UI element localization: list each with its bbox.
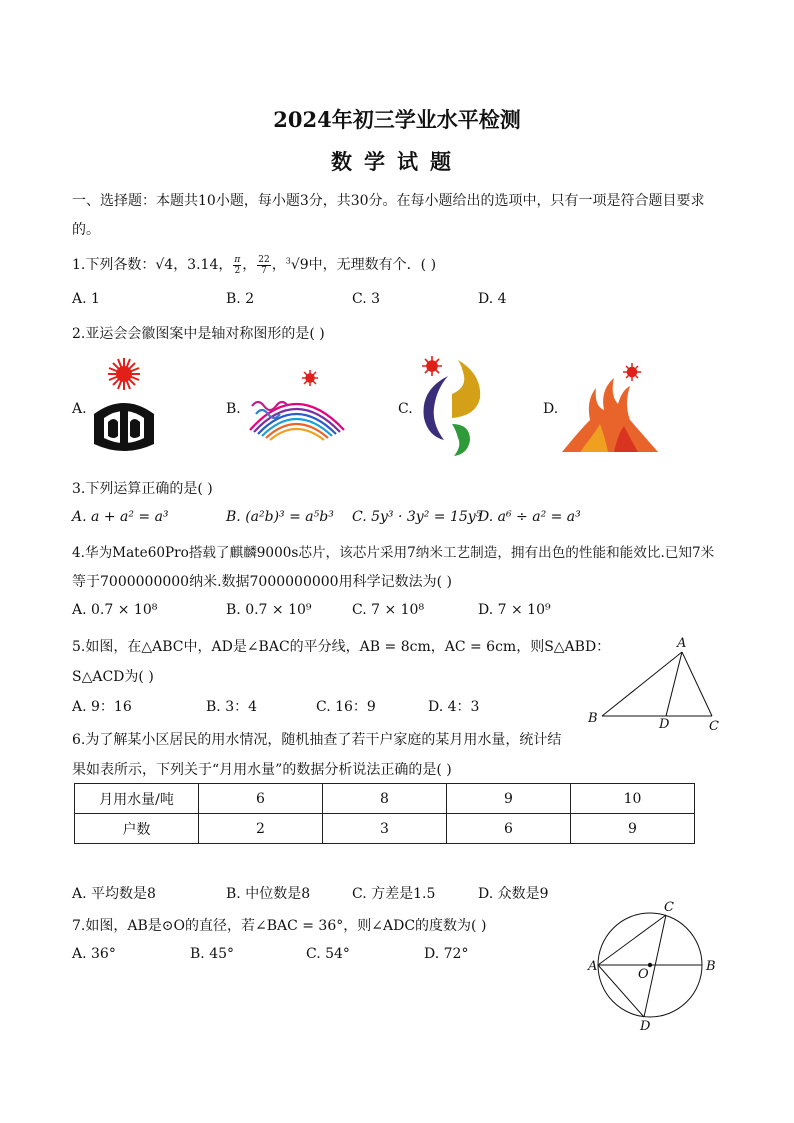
q2-label-a: A. [72, 401, 87, 417]
q7-option-b: B. 45° [190, 946, 235, 962]
q3-option-c: C. 5y³ · 3y² = 15y⁵ [352, 509, 482, 525]
point-c-label: C [664, 900, 674, 915]
q7-option-c: C. 54° [306, 946, 350, 962]
water-usage-table [74, 783, 695, 844]
q5-option-d: D. 4：3 [428, 699, 480, 715]
q7-option-d: D. 72° [424, 946, 469, 962]
table-row [75, 784, 695, 814]
q1-pi-fraction: $\frac{\pi}{2}$ [234, 254, 241, 276]
q5-triangle-figure [586, 634, 722, 734]
q4-stem-line1: 4.华为Mate60Pro搭载了麒麟9000s芯片，该芯片采用7纳米工艺制造，拥有出色的性能和能效比.已知7米 [72, 545, 715, 561]
table-cell: 6 [447, 814, 571, 844]
q1-option-a: A. 1 [72, 291, 100, 307]
q6-stem-line1: 6.为了解某小区居民的用水情况，随机抽查了若干户家庭的某月用水量，统计结 [72, 732, 562, 748]
q1-cbrt-index: 3 [285, 256, 291, 266]
table-cell: 10 [571, 784, 695, 814]
q2-label-d: D. [543, 401, 559, 417]
table-cell: 2 [199, 814, 323, 844]
q5-stem-line2: S△ACD为( ) [72, 669, 154, 685]
q1-fraction: $\frac{22}{7}$ [258, 254, 270, 276]
page-subtitle: 数学试题 [331, 149, 463, 174]
point-b-label: B [588, 711, 598, 726]
point-o-label: O [638, 967, 649, 982]
point-b-label: B [706, 959, 716, 974]
q1-option-c: C. 3 [352, 291, 381, 307]
point-d-label: D [640, 1019, 651, 1034]
q5-stem-line1: 5.如图，在△ABC中，AD是∠BAC的平分线，AB = 8cm，AC = 6cm，则S△ABD： [72, 639, 611, 655]
table-cell: 6 [199, 784, 323, 814]
table-cell: 3 [323, 814, 447, 844]
point-a-label: A [588, 959, 598, 974]
logo-a-image [88, 354, 160, 458]
logo-b-image [244, 368, 350, 442]
q3-option-d: D. a⁶ ÷ a² = a³ [478, 509, 581, 525]
table-row [75, 814, 695, 844]
q6-stem-line2: 果如表所示，下列关于“月用水量”的数据分析说法正确的是( ) [72, 762, 452, 778]
table-cell: 8 [323, 784, 447, 814]
q3-option-a: A. a + a² = a³ [72, 509, 169, 525]
q1-prefix: 1.下列各数： [72, 257, 156, 273]
sun-icon [108, 358, 140, 390]
q3-stem: 3.下列运算正确的是( ) [72, 481, 213, 497]
q1-cbrt: √9 [290, 257, 309, 273]
q6-option-b: B. 中位数是8 [226, 886, 311, 902]
q5-option-b: B. 3：4 [206, 699, 258, 715]
q5-option-c: C. 16：9 [316, 699, 376, 715]
q4-stem-line2: 等于7000000000纳米.数据7000000000用科学记数法为( ) [72, 574, 452, 590]
q4-option-d: D. 7 × 10⁹ [478, 602, 551, 618]
sun-icon [422, 356, 442, 376]
q6-option-d: D. 众数是9 [478, 886, 549, 902]
chord-ac [598, 915, 666, 965]
q1-sep: ，3.14， [173, 257, 233, 273]
q2-stem: 2.亚运会会徽图案中是轴对称图形的是( ) [72, 326, 325, 342]
sun-icon [623, 363, 641, 381]
q1-sqrt4: √4 [155, 257, 174, 273]
point-d-label: D [659, 717, 670, 732]
q7-stem: 7.如图，AB是⊙O的直径，若∠BAC = 36°，则∠ADC的度数为( ) [72, 918, 487, 934]
table-cell: 9 [571, 814, 695, 844]
q1-suffix: 中，无理数有个．( ) [308, 257, 437, 273]
point-c-label: C [709, 719, 719, 734]
section-intro-line1: 一、选择题：本题共10小题，每小题3分，共30分。在每小题给出的选项中，只有一项是符合题目要求 [72, 193, 705, 209]
segment-ad [666, 652, 682, 716]
q1-stem: 1.下列各数：√4，3.14， $\frac{\pi}{2}$ ， $\frac{22}{7}$ ，$^3$√9中，无理数有个．( ) [72, 254, 437, 276]
q4-option-c: C. 7 × 10⁸ [352, 602, 425, 618]
q4-option-a: A. 0.7 × 10⁸ [72, 602, 158, 618]
q6-option-c: C. 方差是1.5 [352, 886, 436, 902]
q6-option-a: A. 平均数是8 [72, 886, 156, 902]
q2-label-c: C. [398, 401, 413, 417]
section-intro-line2: 的。 [72, 222, 100, 238]
q1-option-d: D. 4 [478, 291, 507, 307]
logo-c-image [418, 354, 486, 458]
q5-option-a: A. 9：16 [72, 699, 132, 715]
q3-option-b: B. (a²b)³ = a⁵b³ [226, 509, 334, 525]
page-title: 2024年初三学业水平检测 [273, 107, 521, 132]
table-header-cell: 月用水量/吨 [75, 784, 199, 814]
sun-icon [302, 370, 318, 386]
segment-ab [602, 652, 682, 716]
q1-option-b: B. 2 [226, 291, 255, 307]
table-header-cell: 户数 [75, 814, 199, 844]
q7-option-a: A. 36° [72, 946, 116, 962]
chord-cd [644, 915, 666, 1017]
point-a-label: A [677, 636, 687, 651]
q4-option-b: B. 0.7 × 10⁹ [226, 602, 312, 618]
logo-d-image [560, 360, 660, 454]
q2-label-b: B. [226, 401, 241, 417]
q7-circle-figure [584, 900, 724, 1036]
table-cell: 9 [447, 784, 571, 814]
segment-ac [682, 652, 712, 716]
